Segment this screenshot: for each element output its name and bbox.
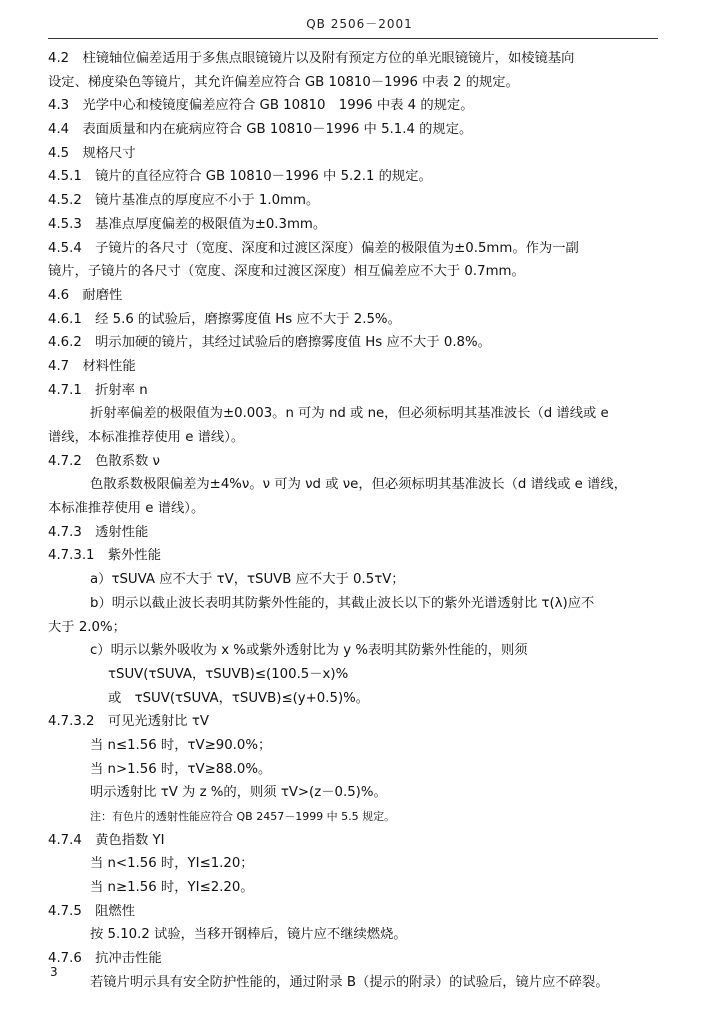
header-rule bbox=[48, 38, 658, 39]
document-body bbox=[48, 47, 660, 995]
text-line: 4.7.3.2 可见光透射比 τV bbox=[48, 714, 209, 730]
text-line: 4.7.6 抗冲击性能 bbox=[48, 951, 162, 967]
text-line: 或 τSUV(τSUVA，τSUVB)≤(y+0.5)%。 bbox=[108, 690, 370, 706]
text-line: b）明示以截止波长表明其防紫外性能的，其截止波长以下的紫外光谱透射比 τ(λ)应不 bbox=[90, 595, 595, 611]
text-line: 4.7 材料性能 bbox=[48, 358, 136, 374]
text-line: 4.4 表面质量和内在疵病应符合 GB 10810－1996 中 5.1.4 的规定。 bbox=[48, 122, 473, 138]
text-line: 本标准推荐使用 e 谱线）。 bbox=[48, 501, 205, 517]
text-line: 4.5.3 基准点厚度偏差的极限值为±0.3mm。 bbox=[48, 216, 327, 232]
text-line: 4.5 规格尺寸 bbox=[48, 145, 136, 161]
text-line: 4.7.3 透射性能 bbox=[48, 524, 149, 540]
text-line: 注：有色片的透射性能应符合 QB 2457－1999 中 5.5 规定。 bbox=[90, 810, 396, 823]
text-line: 当 n>1.56 时，τV≥88.0%。 bbox=[90, 761, 272, 777]
standard-code-header: QB 2506－2001 bbox=[306, 17, 413, 31]
text-line: 4.7.5 阻燃性 bbox=[48, 903, 136, 919]
text-line: 4.3 光学中心和棱镜度偏差应符合 GB 10810 1996 中表 4 的规定。 bbox=[48, 98, 474, 114]
text-line: 4.6 耐磨性 bbox=[48, 287, 123, 303]
text-line: 4.2 柱镜轴位偏差适用于多焦点眼镜镜片以及附有预定方位的单光眼镜镜片，如棱镜基向 bbox=[48, 51, 575, 66]
text-line: 4.5.2 镜片基准点的厚度应不小于 1.0mm。 bbox=[48, 193, 320, 209]
text-line: 4.7.1 折射率 n bbox=[48, 382, 148, 398]
text-line: 4.7.3.1 紫外性能 bbox=[48, 548, 162, 564]
text-line: 当 n<1.56 时，YI≤1.20； bbox=[90, 856, 254, 872]
text-line: 当 n≤1.56 时，τV≥90.0%； bbox=[90, 737, 272, 753]
text-line: 4.6.2 明示加硬的镜片，其经过试验后的磨擦雾度值 Hs 应不大于 0.8%。 bbox=[48, 335, 491, 351]
text-line: 4.5.4 子镜片的各尺寸（宽度、深度和过渡区深度）偏差的极限值为±0.5mm。作为一副 bbox=[48, 240, 579, 256]
text-line: 镜片，子镜片的各尺寸（宽度、深度和过渡区深度）相互偏差应不大于 0.7mm。 bbox=[48, 264, 525, 280]
text-line: τSUV(τSUVA，τSUVB)≤(100.5－x)% bbox=[108, 666, 349, 682]
text-line: 谱线，本标准推荐使用 e 谱线）。 bbox=[48, 430, 245, 445]
text-line: 按 5.10.2 试验，当移开钢棒后，镜片应不继续燃烧。 bbox=[90, 927, 407, 943]
text-line: 当 n≥1.56 时，YI≤2.20。 bbox=[90, 880, 254, 896]
text-line: 4.6.1 经 5.6 的试验后，磨擦雾度值 Hs 应不大于 2.5%。 bbox=[48, 311, 401, 327]
page-number: 3 bbox=[50, 965, 58, 979]
text-line: 若镜片明示具有安全防护性能的，通过附录 B（提示的附录）的试验后，镜片应不碎裂。 bbox=[90, 974, 609, 990]
text-line: 大于 2.0%； bbox=[48, 619, 126, 635]
text-line: 折射率偏差的极限值为±0.003。n 可为 nd 或 ne，但必须标明其基准波长（d 谱线或 e bbox=[90, 406, 609, 422]
text-line: 明示透射比 τV 为 z %的，则须 τV>(z－0.5)%。 bbox=[90, 785, 387, 801]
text-line: c）明示以紫外吸收为 x %或紫外透射比为 y %表明其防紫外性能的，则须 bbox=[90, 643, 528, 659]
text-line: a）τSUVA 应不大于 τV，τSUVB 应不大于 0.5τV； bbox=[90, 572, 405, 588]
text-line: 设定、梯度染色等镜片，其允许偏差应符合 GB 10810－1996 中表 2 的规定。 bbox=[48, 74, 519, 90]
text-line: 4.7.2 色散系数 ν bbox=[48, 453, 160, 469]
text-line: 4.7.4 黄色指数 YI bbox=[48, 832, 165, 848]
text-line: 色散系数极限偏差为±4%ν。ν 可为 νd 或 νe，但必须标明其基准波长（d 谱线或 e 谱线， bbox=[90, 477, 627, 493]
text-line: 4.5.1 镜片的直径应符合 GB 10810－1996 中 5.2.1 的规定。 bbox=[48, 169, 432, 185]
